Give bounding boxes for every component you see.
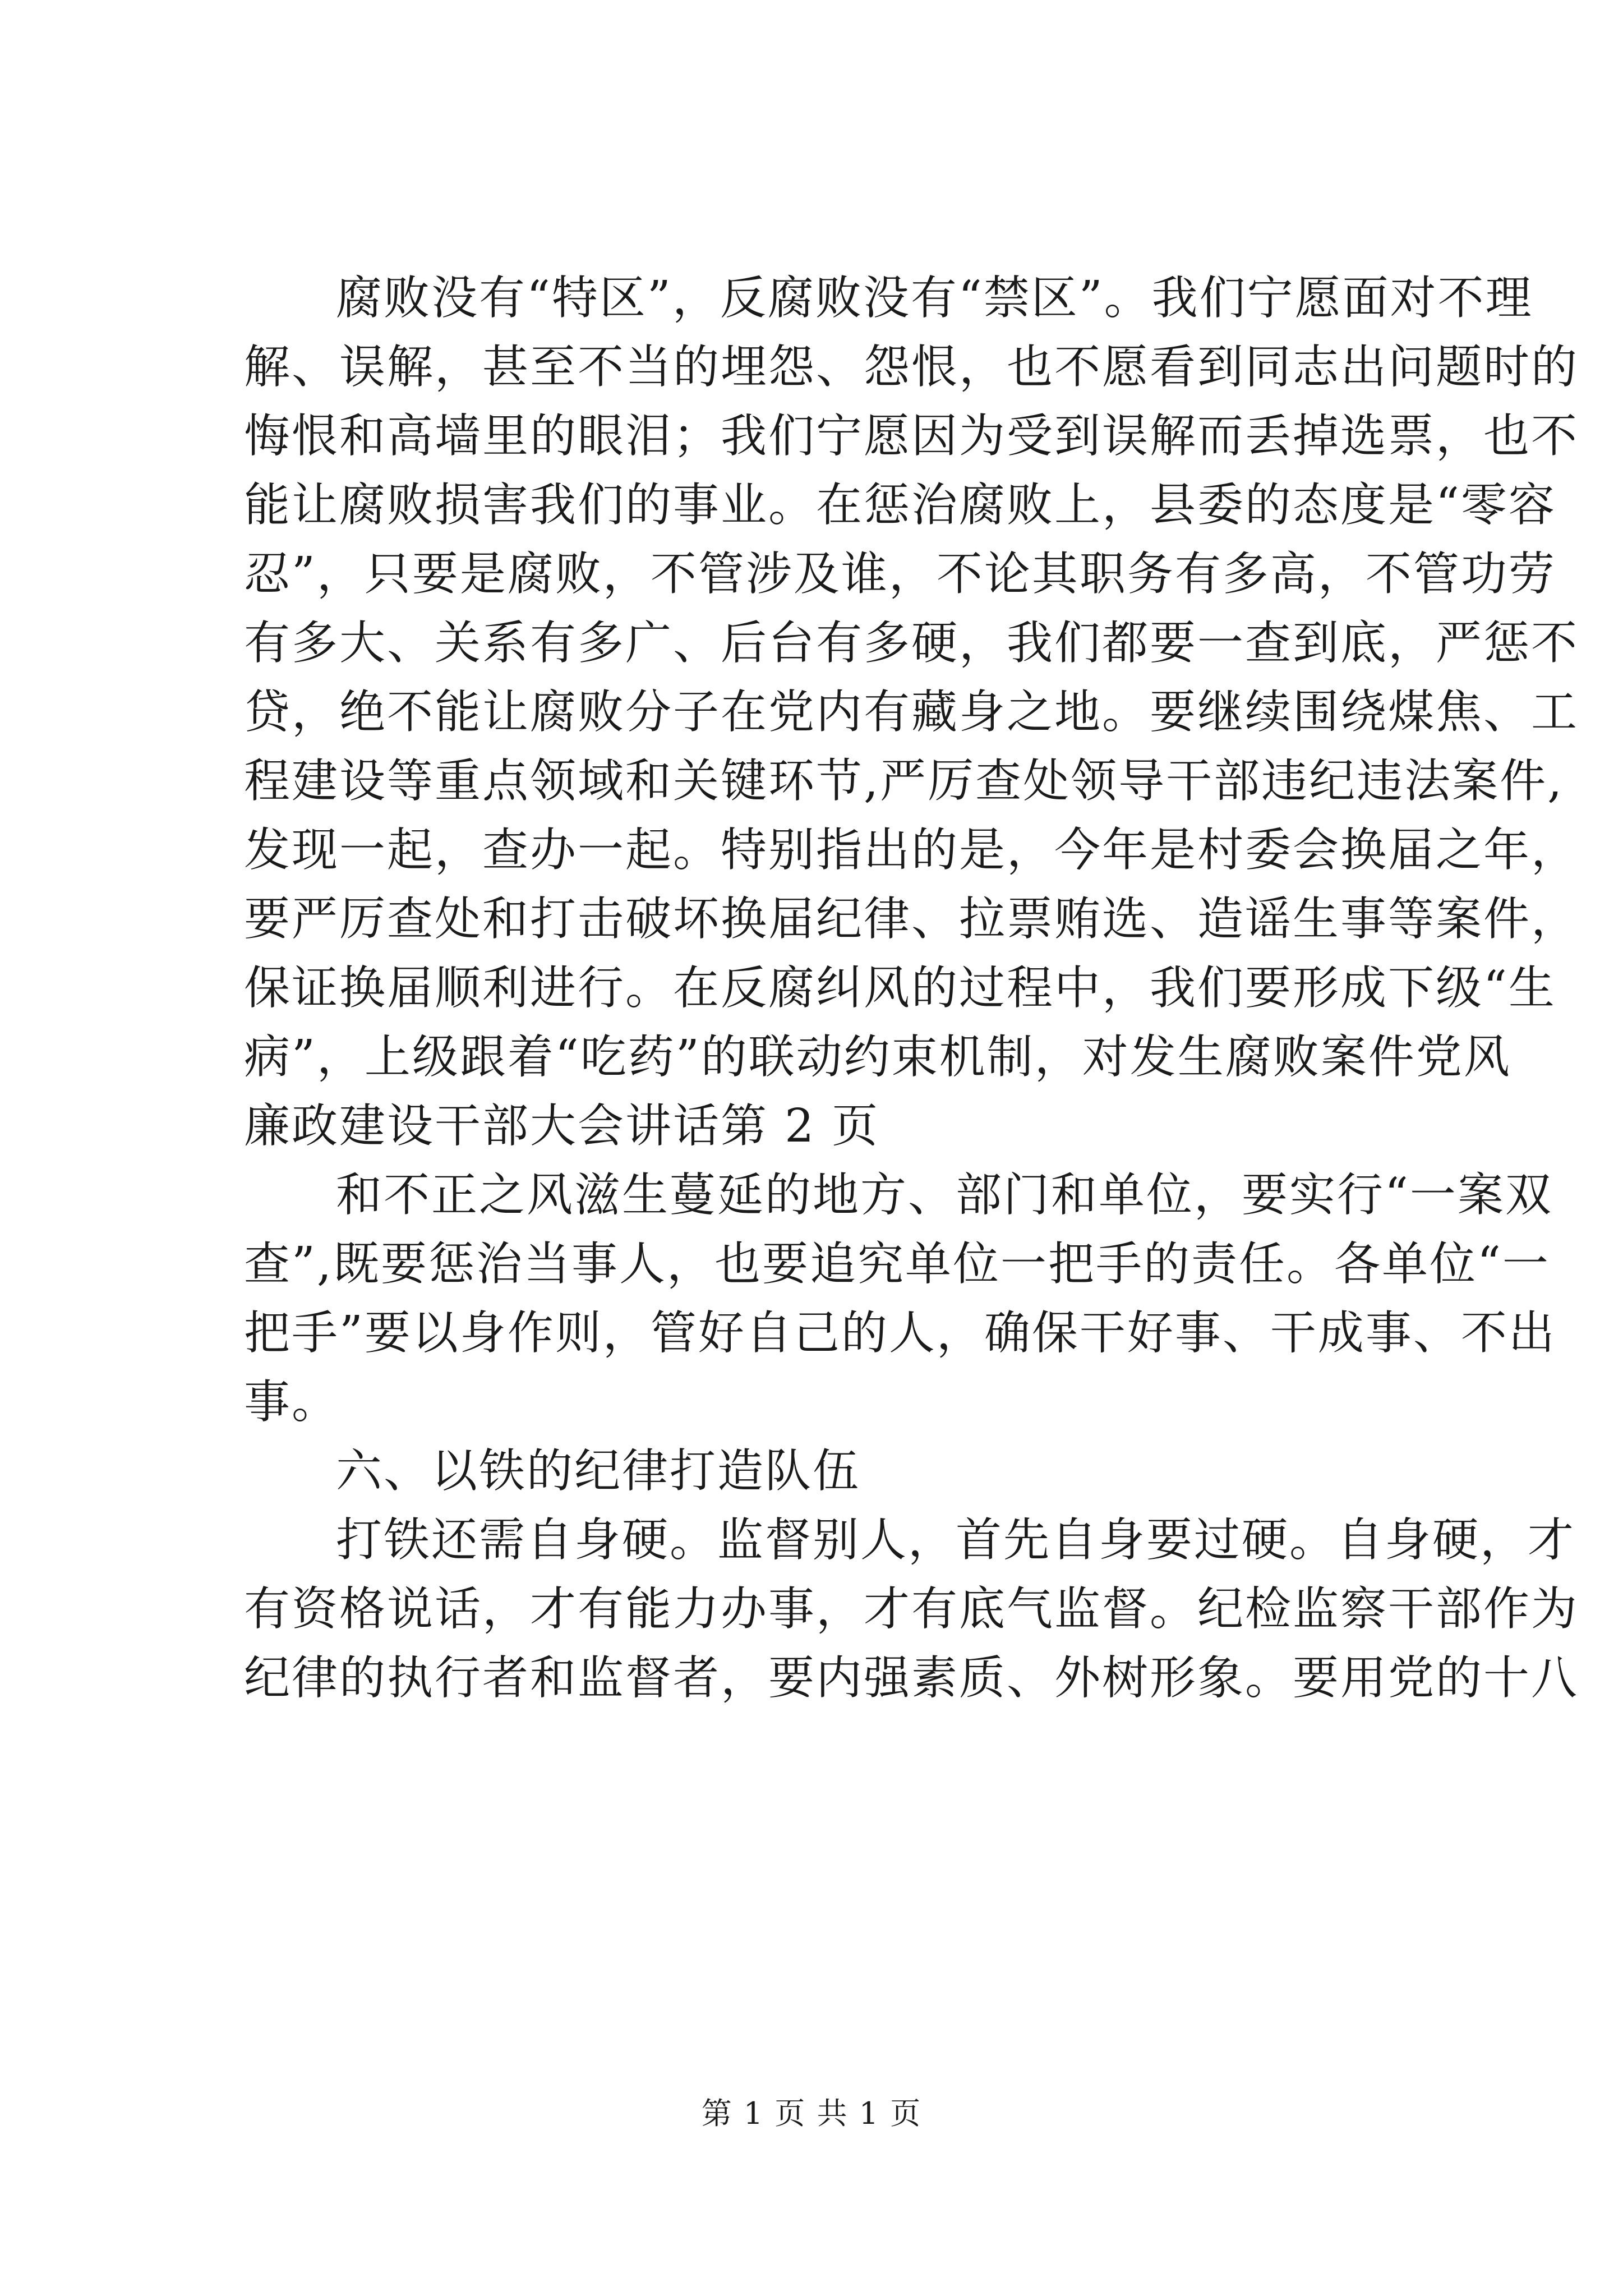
paragraph-self-discipline xyxy=(244,1506,1579,1713)
text-line: 有资格说话，才有能力办事，才有底气监督。纪检监察干部作为 xyxy=(244,1582,1579,1636)
text-line: 程建设等重点领域和关键环节,严厉查处领导干部违纪违法案件, xyxy=(244,754,1564,808)
paragraph-one-case-double-check xyxy=(244,1161,1556,1437)
page-footer xyxy=(0,2090,1623,2133)
text-line: 要严厉查处和打击破坏换届纪律、拉票贿选、造谣生事等案件， xyxy=(244,892,1579,946)
text-line: 事。 xyxy=(244,1375,340,1429)
text-line: 贷，绝不能让腐败分子在党内有藏身之地。要继续围绕煤焦、工 xyxy=(244,685,1579,739)
text-line: 病”，上级跟着“吃药”的联动约束机制，对发生腐败案件党风 xyxy=(244,1030,1511,1084)
text-line: 和不正之风滋生蔓延的地方、部门和单位，要实行“一案双 xyxy=(336,1168,1553,1222)
text-line: 纪律的执行者和监督者，要内强素质、外树形象。要用党的十八 xyxy=(244,1651,1579,1705)
document-body xyxy=(244,264,1579,1713)
text-line: 保证换届顺利进行。在反腐纠风的过程中，我们要形成下级“生 xyxy=(244,961,1556,1015)
section-heading xyxy=(244,1437,1412,1506)
page-number-label: 第 1 页 共 1 页 xyxy=(701,2096,922,2131)
text-line: 悔恨和高墙里的眼泪；我们宁愿因为受到误解而丢掉选票，也不 xyxy=(244,409,1579,463)
text-line: 解、误解，甚至不当的埋怨、怨恨，也不愿看到同志出问题时的 xyxy=(244,341,1579,394)
text-line: 能让腐败损害我们的事业。在惩治腐败上，县委的态度是“零容 xyxy=(244,478,1556,532)
text-line: 把手”要以身作则，管好自己的人，确保干好事、干成事、不出 xyxy=(244,1306,1556,1360)
text-line: 腐败没有“特区”，反腐败没有“禁区”。我们宁愿面对不理 xyxy=(336,272,1533,325)
text-line: 忍”，只要是腐败，不管涉及谁，不论其职务有多高，不管功劳 xyxy=(244,547,1556,601)
text-line: 打铁还需自身硬。监督别人，首先自身要过硬。自身硬，才 xyxy=(336,1513,1576,1567)
section-heading-text: 六、以铁的纪律打造队伍 xyxy=(336,1444,861,1498)
paragraph-corruption-zero-tolerance xyxy=(244,264,1579,1161)
text-line: 发现一起，查办一起。特别指出的是，今年是村委会换届之年， xyxy=(244,823,1579,877)
text-line: 廉政建设干部大会讲话第 2 页 xyxy=(244,1099,880,1153)
text-line: 有多大、关系有多广、后台有多硬，我们都要一查到底，严惩不 xyxy=(244,616,1579,670)
text-line: 查”,既要惩治当事人，也要追究单位一把手的责任。各单位“一 xyxy=(244,1237,1550,1291)
